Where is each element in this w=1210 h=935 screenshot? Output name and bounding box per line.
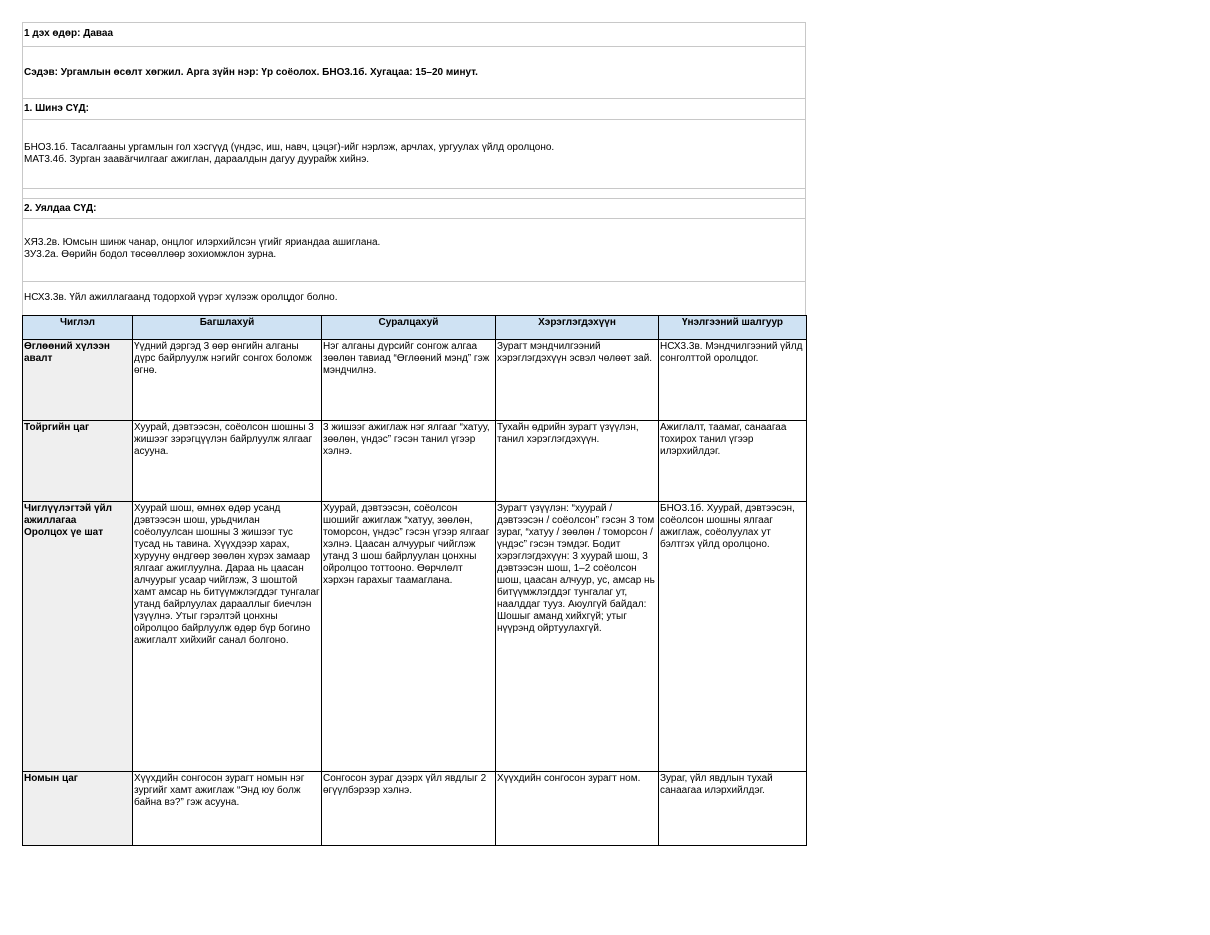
teacher-cell: Үүдний дэргэд 3 өөр өнгийн алганы дүрс байрлуулж нэгийг сонгох боломж өгнө. [133, 340, 322, 421]
learner-cell: Хуурай, дэвтээсэн, соёолсон шошийг ажиглаж “хатуу, зөөлөн, томорсон, үндэс” гэсэн үгээр ялгааг хэлнэ. Цаасан алчуурыг чийглэж утанд 3 шош байрлуулан цонхны ойролцоо тоттооно. Өөрчлөлт хэрхэн гарахыг таамаглана. [322, 502, 496, 772]
assessment-cell: НСХ3.3в. Мэндчилгээний үйлд сонголттой оролцдог. [659, 340, 807, 421]
lesson-plan-sheet [22, 22, 806, 315]
column-header-materials: Хэрэглэгдэхүүн [496, 316, 659, 340]
column-header-teaching: Багшлахуй [133, 316, 322, 340]
stage-cell: Номын цаг [23, 772, 133, 846]
topic-title: Сэдэв: Ургамлын өсөлт хөгжил. Арга зүйн нэр: Үр соёолох. БНО3.1б. Хугацаа: 15–20 минут. [24, 67, 478, 78]
ongoing-content-row [22, 218, 806, 281]
materials-cell: Зурагт үзүүлэн: “хуурай / дэвтээсэн / соёолсон” гэсэн 3 том зураг, “хатуу / зөөлөн / томорсон / үндэс” гэсэн тэмдэг. Бодит хэрэглэгдэхүүн: 3 хуурай шош, 3 дэвтээсэн шош, 1–2 соёолсон шош, цаасан алчуур, ус, амсар нь битүүмжлэгддэг тунгалаг ут, наалддаг тууз. Аюулгүй байдал: Шошыг аманд хийхгүй; утыг нүүрэнд ойртуулахгүй. [496, 502, 659, 772]
teacher-cell: Хүүхдийн сонгосон зурагт номын нэг зургийг хамт ажиглаж “Энд юу болж байна вэ?” гэж асууна. [133, 772, 322, 846]
assessment-cell: Зураг, үйл явдлын тухай санаагаа илэрхийлдэг. [659, 772, 807, 846]
table-row [23, 502, 807, 772]
new-content-text: БНО3.1б. Тасалгааны ургамлын гол хэсгүүд (үндэс, иш, навч, цэцэг)-ийг нэрлэж, арчлах, ургуулах үйлд оролцоно. МАТ3.4б. Зурган заавärчилгааг ажиглан, дараалдын дагуу дуурайж хийнэ. [24, 142, 555, 165]
stage-cell: Өглөөний хүлээн авалт [23, 340, 133, 421]
ongoing-content-heading: 2. Уялдаа СҮД: [24, 203, 97, 214]
ongoing-extra-row [22, 281, 806, 315]
teacher-cell: Хуурай шош, өмнөх өдөр усанд дэвтээсэн шош, урьдчилан соёолуулсан шошны 3 жишээг тус тусад нь тавина. Хүүхдээр харах, хуруунy өндгөөр зөөлөн хүрэх замаар ялгааг ажиглуулна. Дараа нь цаасан алчуурыг усаар чийглэж, 3 шоштой хамт амсар нь битүүмжлэгддэг тунгалаг утанд байрлуулах дарааллыг биечлэн үзүүлнэ. Утыг гэрэлтэй цонхны ойролцоо байрлуулж өдөр бүр богино ажиглалт хийхийг санал болгоно. [133, 502, 322, 772]
assessment-cell: Ажиглалт, таамаг, санаагаа тохирох танил үгээр илэрхийлдэг. [659, 421, 807, 502]
new-content-heading: 1. Шинэ СҮД: [24, 103, 89, 114]
table-row [23, 340, 807, 421]
ongoing-extra-text: НСХ3.3в. Үйл ажиллагаанд тодорхой үүрэг хүлээж оролцдог болно. [24, 292, 338, 303]
table-header-row [23, 316, 807, 340]
stage-cell: Тойргийн цаг [23, 421, 133, 502]
ongoing-content-heading-row [22, 198, 806, 218]
learner-cell: Нэг алганы дүрсийг сонгож алгаа зөөлөн тавиад “Өглөөний мэнд” гэж мэндчилнэ. [322, 340, 496, 421]
spacer-row [22, 188, 806, 198]
materials-cell: Хүүхдийн сонгосон зурагт ном. [496, 772, 659, 846]
table-row [23, 772, 807, 846]
day-row [22, 22, 806, 46]
learner-cell: Сонгосон зураг дээрх үйл явдлыг 2 өгүүлбэрээр хэлнэ. [322, 772, 496, 846]
table-row [23, 421, 807, 502]
materials-cell: Тухайн өдрийн зурагт үзүүлэн, танил хэрэглэгдэхүүн. [496, 421, 659, 502]
new-content-heading-row [22, 98, 806, 119]
learner-cell: 3 жишээг ажиглаж нэг ялгааг “хатуу, зөөлөн, үндэс” гэсэн танил үгээр хэлнэ. [322, 421, 496, 502]
column-header-learning: Суралцахуй [322, 316, 496, 340]
column-header-assessment: Үнэлгээний шалгуур [659, 316, 807, 340]
assessment-cell: БНО3.1б. Хуурай, дэвтээсэн, соёолсон шошны ялгааг ажиглаж, соёолуулах ут бэлтгэх үйлд оролцоно. [659, 502, 807, 772]
activity-table [22, 315, 807, 846]
ongoing-content-text: ХЯ3.2в. Юмсын шинж чанар, онцлог илэрхийлсэн үгийг яриандаа ашиглана. ЗУ3.2а. Өөрийн бодол төсөөллөөр зохиомжлон зурна. [24, 237, 381, 260]
day-title: 1 дэх өдөр: Даваа [24, 28, 114, 39]
teacher-cell: Хуурай, дэвтээсэн, соёолсон шошны 3 жишээг зэрэгцүүлэн байрлуулж ялгааг асууна. [133, 421, 322, 502]
column-header-direction: Чиглэл [23, 316, 133, 340]
materials-cell: Зурагт мэндчилгээний хэрэглэгдэхүүн эсвэл чөлөөт зай. [496, 340, 659, 421]
topic-row [22, 46, 806, 98]
stage-cell: Чиглүүлэгтэй үйл ажиллагаа Оролцох үе шат [23, 502, 133, 772]
new-content-row [22, 119, 806, 188]
